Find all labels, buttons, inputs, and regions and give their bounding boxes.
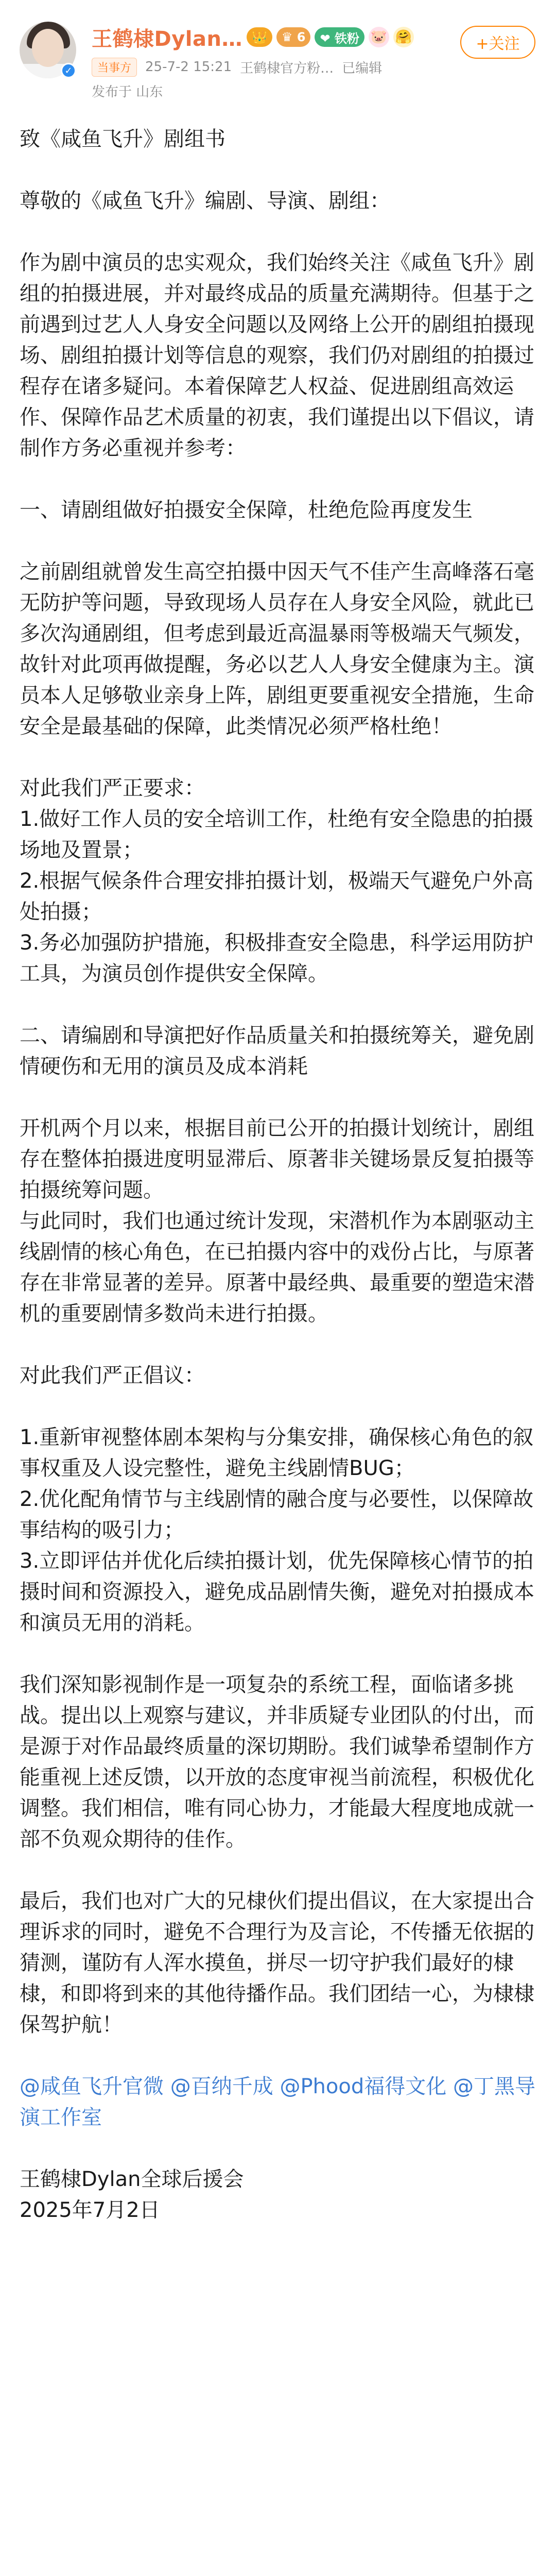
level-badge[interactable]: ♛ 6: [276, 27, 311, 47]
post-source[interactable]: 王鹤棣官方粉…: [240, 60, 334, 76]
section2-title: 二、请编剧和导演把好作品质量关和拍摄统筹关，避免剧情硬伤和无用的演员及成本消耗: [20, 1024, 534, 1078]
section1-req-title: 对此我们严正要求：: [20, 776, 205, 800]
post-timestamp: 25-7-2 15:21: [145, 59, 232, 75]
pig-emoji-icon: 🐷: [369, 27, 389, 47]
section1-req-3: 3.务必加强防护措施，积极排查安全隐患，科学运用防护工具，为演员创作提供安全保障。: [20, 931, 534, 986]
section1-body: 之前剧组就曾发生高空拍摄中因天气不佳产生高峰落石毫无防护等问题，导致现场人员存在人身安全风险，就此已多次沟通剧组，但考虑到最近高温暴雨等极端天气频发，故针对此项再做提醒，务必以艺人人身安全健康为主。演员本人足够敬业亲身上阵，剧组更要重视安全措施，生命安全是最基础的保障，此类情况必须严格杜绝！: [20, 560, 534, 738]
signature-date: 2025年7月2日: [20, 2198, 160, 2222]
section2-req-3: 3.立即评估并优化后续拍摄计划，优先保障核心情节的拍摄时间和资源投入，避免成品剧情失衡，避免对拍摄成本和演员无用的消耗。: [20, 1549, 534, 1635]
mention-link[interactable]: @Phood福得文化: [280, 2075, 447, 2098]
mention-link[interactable]: @百纳千成: [170, 2075, 273, 2098]
mention-link[interactable]: @咸鱼飞升官微: [20, 2075, 164, 2098]
section1-req-1: 1.做好工作人员的安全培训工作，杜绝有安全隐患的拍摄场地及置景；: [20, 807, 534, 862]
section1-title: 一、请剧组做好拍摄安全保障，杜绝危险再度发生: [20, 498, 473, 522]
intro-paragraph: 作为剧中演员的忠实观众，我们始终关注《咸鱼飞升》剧组的拍摄进展，并对最终成品的质量充满期待。但基于之前遇到过艺人人身安全问题以及网络上公开的剧组拍摄现场、剧组拍摄计划等信息的观察，我们仍对剧组的拍摄过程存在诸多疑问。本着保障艺人权益、促进剧组高效运作、保障作品艺术质量的初衷，我们谨提出以下倡议，请制作方务必重视并参考：: [20, 251, 534, 460]
section2-body-2: 与此同时，我们也通过统计发现，宋潜机作为本剧驱动主线剧情的核心角色，在已拍摄内容中的戏份占比，与原著存在非常显著的差异。原著中最经典、最重要的塑造宋潜机的重要剧情多数尚未进行拍摄。: [20, 1209, 534, 1326]
section2-body-1: 开机两个月以来，根据目前已公开的拍摄计划统计，剧组存在整体拍摄进度明显滞后、原著非关键场景反复拍摄等拍摄统筹问题。: [20, 1116, 534, 1202]
section2-req-2: 2.优化配角情节与主线剧情的融合度与必要性，以保障故事结构的吸引力；: [20, 1487, 534, 1542]
name-row: [92, 23, 414, 52]
greeting: 尊敬的《咸鱼飞升》编剧、导演、剧组：: [20, 189, 390, 213]
closing-paragraph-2: 最后，我们也对广大的兄棣伙们提出倡议，在大家提出合理诉求的同时，避免不合理行为及言论，不传播无依据的猜测，谨防有人浑水摸鱼，拼尽一切守护我们最好的棣棣，和即将到来的其他待播作品。我们团结一心，为棣棣保驾护航！: [20, 1889, 534, 2037]
superfan-badge[interactable]: ❤ 铁粉: [315, 27, 364, 47]
post-location: 发布于 山东: [92, 84, 163, 100]
mentions: [20, 2071, 537, 2133]
party-tag: 当事方: [92, 58, 137, 77]
vip-crown-icon[interactable]: 👑: [247, 27, 272, 47]
post-title: 致《咸鱼飞升》剧组书: [20, 127, 225, 151]
closing-paragraph-1: 我们深知影视制作是一项复杂的系统工程，面临诸多挑战。提出以上观察与建议，并非质疑专业团队的付出，而是源于对作品最终质量的深切期盼。我们诚挚希望制作方能重视上述反馈，以开放的态度审视当前流程，积极优化调整。我们相信，唯有同心协力，才能最大程度地成就一部不负观众期待的佳作。: [20, 1673, 534, 1851]
follow-button[interactable]: +关注: [460, 26, 535, 59]
avatar-face: [32, 29, 64, 67]
section2-req-title: 对此我们严正倡议：: [20, 1364, 205, 1387]
verified-icon: ✓: [61, 63, 76, 78]
mention-link[interactable]: @丁黑导演工作室: [20, 2075, 535, 2129]
hug-emoji-icon: 🤗: [393, 27, 414, 47]
user-name[interactable]: 王鹤棣Dylan…: [92, 27, 242, 51]
section2-req-1: 1.重新审视整体剧本架构与分集安排，确保核心角色的叙事权重及人设完整性，避免主线剧情BUG；: [20, 1426, 534, 1480]
meta-row: [92, 56, 382, 78]
post-header: [0, 0, 556, 118]
signature: 王鹤棣Dylan全球后援会: [20, 2167, 244, 2191]
post-content: [20, 124, 537, 2226]
section1-req-2: 2.根据气候条件合理安排拍摄计划，极端天气避免户外高处拍摄；: [20, 869, 534, 924]
edited-label[interactable]: 已编辑: [342, 60, 383, 76]
